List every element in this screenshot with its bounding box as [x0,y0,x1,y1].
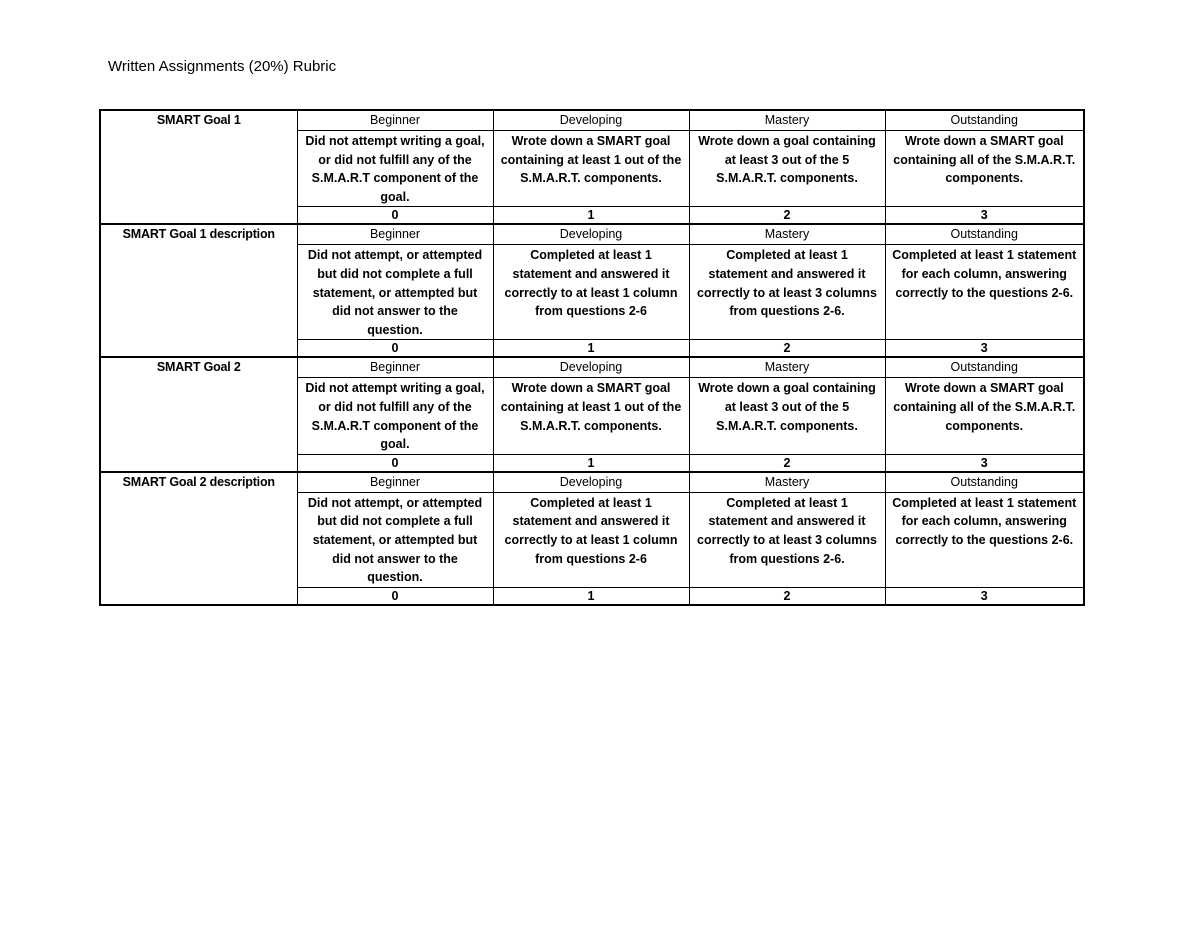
score-value: 2 [689,207,885,225]
rubric-level-row [100,357,1084,378]
score-value: 0 [297,340,493,358]
score-value: 0 [297,587,493,605]
level-description: Wrote down a SMART goal containing at least 1 out of the S.M.A.R.T. components. [493,131,689,207]
level-heading: Outstanding [885,224,1084,245]
score-value: 1 [493,340,689,358]
level-heading: Mastery [689,110,885,131]
level-heading: Beginner [297,110,493,131]
score-value: 1 [493,454,689,472]
level-heading: Beginner [297,357,493,378]
level-description: Wrote down a goal containing at least 3 out of the 5 S.M.A.R.T. components. [689,131,885,207]
score-value: 0 [297,454,493,472]
level-description: Did not attempt writing a goal, or did not fulfill any of the S.M.A.R.T component of the goal. [297,378,493,454]
score-value: 1 [493,587,689,605]
criterion-label: SMART Goal 2 [100,357,297,471]
level-heading: Outstanding [885,110,1084,131]
level-description: Completed at least 1 statement and answered it correctly to at least 1 column from questions 2-6 [493,492,689,587]
level-heading: Outstanding [885,357,1084,378]
level-heading: Developing [493,472,689,493]
rubric-table [99,109,1085,606]
level-description: Wrote down a SMART goal containing at least 1 out of the S.M.A.R.T. components. [493,378,689,454]
rubric-level-row [100,224,1084,245]
criterion-label: SMART Goal 2 description [100,472,297,605]
score-value: 3 [885,207,1084,225]
level-heading: Mastery [689,357,885,378]
score-value: 2 [689,587,885,605]
level-heading: Developing [493,110,689,131]
rubric-level-row [100,110,1084,131]
level-description: Completed at least 1 statement and answered it correctly to at least 3 columns from questions 2-6. [689,245,885,340]
rubric-level-row [100,472,1084,493]
document-title: Written Assignments (20%) Rubric [108,58,337,75]
level-description: Wrote down a goal containing at least 3 out of the 5 S.M.A.R.T. components. [689,378,885,454]
score-value: 1 [493,207,689,225]
criterion-label: SMART Goal 1 [100,110,297,224]
level-description: Completed at least 1 statement and answered it correctly to at least 1 column from questions 2-6 [493,245,689,340]
level-heading: Mastery [689,472,885,493]
score-value: 0 [297,207,493,225]
score-value: 3 [885,587,1084,605]
level-description: Wrote down a SMART goal containing all of the S.M.A.R.T. components. [885,378,1084,454]
level-heading: Beginner [297,472,493,493]
level-description: Did not attempt writing a goal, or did not fulfill any of the S.M.A.R.T component of the goal. [297,131,493,207]
level-description: Did not attempt, or attempted but did not complete a full statement, or attempted but did not answer to the question. [297,492,493,587]
score-value: 3 [885,340,1084,358]
level-heading: Beginner [297,224,493,245]
criterion-label: SMART Goal 1 description [100,224,297,357]
level-heading: Developing [493,357,689,378]
level-heading: Outstanding [885,472,1084,493]
level-description: Wrote down a SMART goal containing all of the S.M.A.R.T. components. [885,131,1084,207]
rubric-body [100,110,1084,605]
level-description: Completed at least 1 statement for each column, answering correctly to the questions 2-6. [885,492,1084,587]
level-description: Completed at least 1 statement and answered it correctly to at least 3 columns from questions 2-6. [689,492,885,587]
level-description: Completed at least 1 statement for each column, answering correctly to the questions 2-6. [885,245,1084,340]
level-heading: Developing [493,224,689,245]
score-value: 2 [689,340,885,358]
score-value: 2 [689,454,885,472]
level-description: Did not attempt, or attempted but did not complete a full statement, or attempted but did not answer to the question. [297,245,493,340]
score-value: 3 [885,454,1084,472]
level-heading: Mastery [689,224,885,245]
